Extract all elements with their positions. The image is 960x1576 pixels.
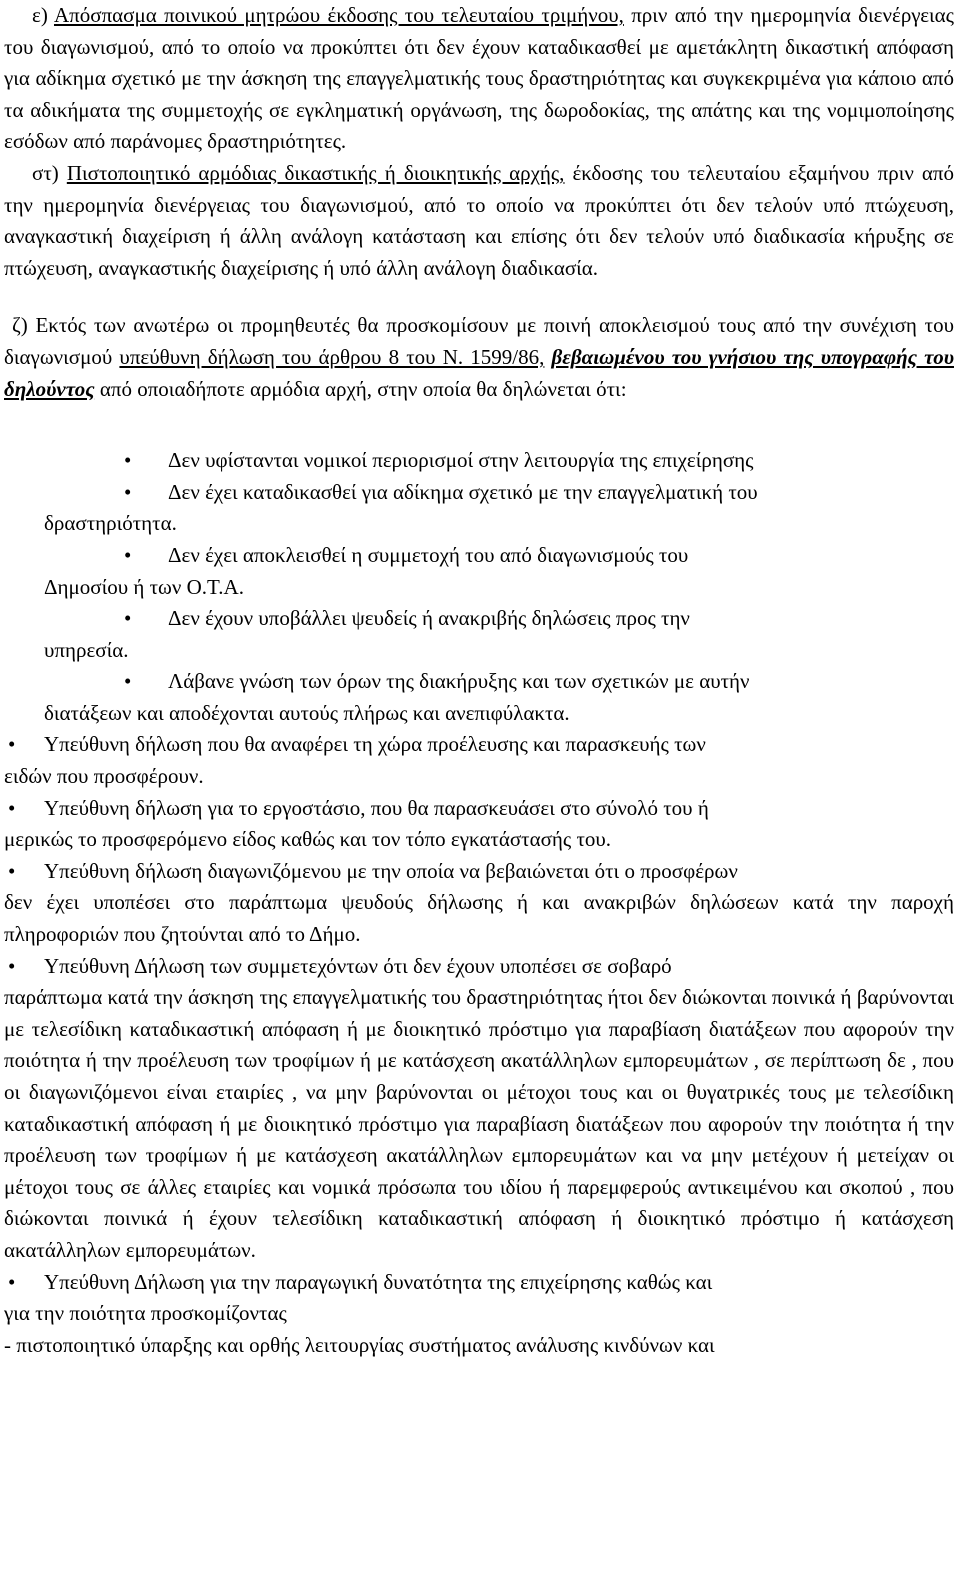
paragraph-e-title: Απόσπασμα ποινικού μητρώου έκδοσης του τελευταίου τριμήνου, [53,3,624,27]
list-item: • Υπεύθυνη Δήλωση για την παραγωγική δυνατότητα της επιχείρησης καθώς και για την ποιότητα προσκομίζοντας [4,1267,954,1330]
paragraph-z-emphasis: βεβαιωμένου του γνήσιου της υπογραφής του δηλούντος [4,344,954,401]
paragraph-z-intro: ζ) Εκτός των ανωτέρω οι προμηθευτές θα προσκομίσουν με ποινή αποκλεισμού τους από την συνέχιση του διαγωνισμού [4,313,954,369]
bullet-icon: • [124,542,132,567]
paragraph-st-label: στ) [32,160,59,185]
sub-list-item: • Λάβανε γνώση των όρων της διακήρυξης και των σχετικών με αυτήν διατάξεων και αποδέχονται αυτούς πλήρως και ανεπιφύλακτα. [4,666,954,729]
sub-list-item: • Δεν υφίστανται νομικοί περιορισμοί στην λειτουργία της επιχείρησης [4,445,954,477]
list-item: • Υπεύθυνη Δήλωση των συμμετεχόντων ότι δεν έχουν υποπέσει σε σοβαρό παράπτωμα κατά την άσκηση της επαγγελματικής του δραστηριότητας ήτοι δεν διώκονται ποινικά ή βαρύνονται με τελεσίδικη καταδικαστική απόφαση ή με διοικητικό πρόστιμο για παραβίαση διατάξεων που αφορούν την ποιότητα ή την προέλευση των τροφίμων ή με κατάσχεση ακατάλληλων εμπορευμάτων , σε περίπτωση δε , που οι διαγωνιζόμενοι είναι εταιρίες , να μην βαρύνονται οι μέτοχοι τους και οι θυγατρικές τους με τελεσίδικη καταδικαστική απόφαση ή με διοικητικό πρόστιμο για παραβίαση διατάξεων που αφορούν την ποιότητα ή την προέλευση των τροφίμων ή με κατάσχεση ακατάλληλων εμπορευμάτων και να μην μετέχουν ή μετείχαν οι μέτοχοι τους σε άλλες εταιρίες και νομικά πρόσωπα του ιδίου ή παρεμφερούς αντικειμένου και σκοπού , που διώκονται ποινικά ή έχουν τελεσίδικη καταδικαστική απόφαση ή διοικητικό πρόστιμο ή κατάσχεση ακατάλληλων εμπορευμάτων. [4,951,954,1267]
paragraph-e [4,0,954,158]
bullet-icon: • [124,669,132,694]
sub-list-item: • Δεν έχει αποκλεισθεί η συμμετοχή του από διαγωνισμούς του Δημοσίου ή των Ο.Τ.Α. [4,540,954,603]
bullet-icon: • [8,1269,16,1294]
bullet-icon: • [8,795,16,820]
paragraph-e-text: πριν από την ημερομηνία διενέργειας του διαγωνισμού, από το οποίο να προκύπτει ότι δεν έχουν καταδικασθεί με αμετάκλητη δικαστική απόφαση για αδίκημα σχετικό με την άσκηση της επαγγελματικής τους δραστηριότητας και συγκεκριμένα για κάποιο από τα αδικήματα της συμμετοχής σε εγκληματική οργάνωση, της δωροδοκίας, της απάτης και της νομιμοποίησης εσόδων από παράνομες δραστηριότητες. [4,3,955,154]
bullet-icon: • [8,858,16,883]
list-item: • Υπεύθυνη δήλωση που θα αναφέρει τη χώρα προέλευσης και παρασκευής των ειδών που προσφέρουν. [4,729,954,792]
paragraph-z [4,310,954,405]
sub-list-item: • Δεν έχει καταδικασθεί για αδίκημα σχετικό με την επαγγελματική του δραστηριότητα. [4,477,954,540]
paragraph-e-label: ε) [32,3,48,27]
bullet-icon: • [124,606,132,631]
paragraph-z-rest: από οποιαδήποτε αρμόδια αρχή, στην οποία θα δηλώνεται ότι: [99,376,627,401]
bullet-icon: • [8,732,16,757]
declaration-sub-list [4,445,954,729]
paragraph-st-title: Πιστοποιητικό αρμόδιας δικαστικής ή διοικητικής αρχής, [66,160,565,185]
bullet-icon: • [124,448,132,473]
list-item: • Υπεύθυνη δήλωση για το εργοστάσιο, που θα παρασκευάσει στο σύνολό του ή μερικώς το προσφερόμενο είδος καθώς και τον τόπο εγκατάστασής του. [4,793,954,856]
paragraph-z-law-reference: υπεύθυνη δήλωση του άρθρου 8 του Ν. 1599/86, [119,344,545,369]
sub-list-item: • Δεν έχουν υποβάλλει ψευδείς ή ανακριβής δηλώσεις προς την υπηρεσία. [4,603,954,666]
bullet-icon: • [8,953,16,978]
spacer [4,405,954,445]
bullet-icon: • [124,479,132,504]
spacer [4,284,954,310]
dash-line: - πιστοποιητικό ύπαρξης και ορθής λειτουργίας συστήματος ανάλυσης κινδύνων και [4,1332,715,1357]
paragraph-st-text: έκδοσης του τελευταίου εξαμήνου πριν από την ημερομηνία διενέργειας του διαγωνισμού, από το οποίο να προκύπτει ότι δεν τελούν υπό πτώχευση, αναγκαστική διαχείριση ή άλλη ανάλογη κατάσταση και επίσης ότι δεν τελούν υπό διαδικασία κήρυξης σε πτώχευση, αναγκαστικής διαχείρισης ή υπό άλλη ανάλογη διαδικασία. [4,160,954,280]
list-item: • Υπεύθυνη δήλωση διαγωνιζόμενου με την οποία να βεβαιώνεται ότι ο προσφέρων δεν έχει υποπέσει στο παράπτωμα ψευδούς δήλωσης ή και ανακριβών δηλώσεων κατά την παροχή πληροφοριών που ζητούνται από το Δήμο. [4,856,954,951]
paragraph-st [4,158,954,284]
requirements-list [4,729,954,1329]
